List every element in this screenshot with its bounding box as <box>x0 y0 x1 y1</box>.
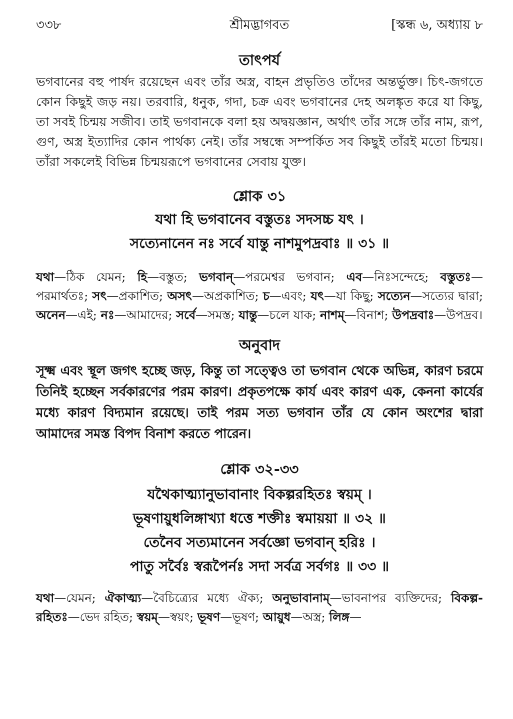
verse-line: তেনৈব সত্যমানেন সর্বজ্ঞো ভগবান্ হরিঃ । <box>143 535 376 551</box>
synonym-word: অসৎ <box>167 289 192 303</box>
synonym-meaning: —নিঃসন্দেহে; <box>362 270 441 284</box>
synonym-word: অনেন <box>36 308 66 322</box>
synonym-meaning: —বস্তুত; <box>147 270 200 284</box>
synonym-meaning: —ভূষণ; <box>220 610 263 624</box>
purport-line: ভগবানের বহু পার্ষদ রয়েছেন এবং তাঁর অস্ত্র, বাহন প্রভৃতিও তাঁদের অন্তর্ভুক্ত। <box>36 74 428 89</box>
sloka-32-33-heading: শ্লোক ৩২-৩৩ <box>220 461 299 478</box>
sloka-31-heading: শ্লোক ৩১ <box>232 188 287 205</box>
synonym-word: সর্বে <box>176 308 196 322</box>
synonym-word: অনুভাবানাম্ <box>272 591 330 605</box>
purport-line: দেহ অলঙ্কৃত করে যা কিছু, তা সবই চিন্ময় সজীব। তাই ভগবানকে বলা হয় <box>36 94 484 129</box>
synonym-word: সৎ <box>92 289 107 303</box>
page-header <box>36 14 483 38</box>
synonym-word: যান্তু <box>238 308 258 322</box>
translation-line: সূক্ষ্ম এবং স্থূল জগৎ হচ্ছে জড়, কিন্তু তা সত্ত্বেও তা ভগবান থেকে অভিন্ন, <box>36 364 425 379</box>
synonym-word: বিকল্প-রহিতঃ <box>36 591 483 624</box>
synonym-word: যথা <box>36 591 55 605</box>
verse-line: যথৈকাত্ম্যানুভাবানাং বিকল্পরহিতঃ স্বয়ম্ । <box>147 487 372 503</box>
synonym-word: যথা <box>36 270 55 284</box>
verse-line: পাতু সর্বৈঃ স্বরূপৈর্নঃ সদা সর্বত্র সর্বগঃ ॥ ৩৩ ॥ <box>129 559 390 575</box>
translation-text <box>36 361 483 445</box>
purport-line: চিৎ-জগতে কোন কিছুই জড় নয়। তরবারি, ধনুক, গদা, চক্র এবং ভগবানের <box>36 74 483 109</box>
synonym-meaning: —এই; <box>65 308 101 322</box>
translation-line: তাঁর যে কোন অংশের দ্বারা আমাদের সমস্ত বিপদ বিনাশ করতে পারেন। <box>36 406 483 442</box>
synonym-word: সত্যেন <box>377 289 411 303</box>
synonym-word: নাশম্ <box>319 308 345 322</box>
synonym-meaning: —স্বয়ং; <box>157 610 198 624</box>
synonym-meaning: —প্রকাশিত; <box>106 289 168 303</box>
purport-line: বিভিন্ন চিন্ময়রূপে ভগবানের সেবায় যুক্ত। <box>105 154 307 169</box>
synonym-word: উপদ্রবাঃ <box>392 308 435 322</box>
synonym-meaning: —যা কিছু; <box>323 289 378 303</box>
sloka-31-verse <box>36 208 483 256</box>
page-number: ৩৩৮ <box>36 18 62 33</box>
synonym-meaning: —আমাদের; <box>114 308 177 322</box>
synonym-word: লিঙ্গ <box>329 610 350 624</box>
synonym-word: ভগবান্ <box>199 270 234 284</box>
synonym-word: হি <box>137 270 148 284</box>
sloka-32-33-verse <box>36 483 483 579</box>
synonym-word: এব <box>346 270 363 284</box>
synonym-word: যৎ <box>310 289 324 303</box>
synonym-word: স্বয়ম্ <box>136 610 158 624</box>
synonym-meaning: —অস্ত্র; <box>290 610 330 624</box>
sloka-32-33-synonyms <box>36 589 483 627</box>
synonym-meaning: —বৈচিত্র্যের মধ্যে ঐক্য; <box>141 591 273 605</box>
book-title: শ্রীমদ্ভাগবত <box>229 18 290 33</box>
synonym-meaning: —এবং; <box>269 289 311 303</box>
synonym-meaning: —উপদ্রব। <box>434 308 483 322</box>
sloka-31-synonyms <box>36 268 483 325</box>
verse-line: সত্যেনানেন নঃ সর্বে যান্তু নাশমুপদ্রবাঃ ॥ ৩১ ॥ <box>129 236 390 252</box>
synonym-word: নঃ <box>100 308 115 322</box>
verse-line: ভূষণায়ুধলিঙ্গাখ্যা ধত্তে শক্তীঃ স্বমায়য়া ॥ ৩২ ॥ <box>133 511 386 527</box>
synonym-meaning: —চলে যাক; <box>257 308 320 322</box>
synonym-word: ভূষণ <box>197 610 221 624</box>
purport-text <box>36 72 483 172</box>
chapter-reference: [স্কন্ধ ৬, অধ্যায় ৮ <box>391 18 483 33</box>
purport-heading: তাৎপর্য <box>238 52 281 69</box>
translation-line: কারণ চরমে তিনিই হচ্ছেন সর্বকারণের পরম কারণ। প্রকৃতপক্ষে কার্য এবং <box>36 364 484 400</box>
synonym-meaning: —পরমার্থতঃ; <box>36 270 484 303</box>
translation-heading: অনুবাদ <box>238 337 281 354</box>
synonym-word: আয়ুধ <box>262 610 291 624</box>
translation-line: কারণ এক, কেননা কার্যের মধ্যে কারণ বিদ্যমান রয়েছে। তাই পরম সত্য ভগবান <box>36 385 483 421</box>
synonym-meaning: —পরমেশ্বর ভগবান; <box>233 270 347 284</box>
verse-line: যথা হি ভগবানেব বস্তুতঃ সদসচ্চ যৎ । <box>155 212 364 228</box>
purport-line: নেই। তাঁর সম্বন্ধে সম্পর্কিত সব কিছুই তাঁরই মতো চিন্ময়। তাঁরা সকলেই <box>36 134 483 169</box>
synonym-meaning: —অপ্রকাশিত; <box>191 289 263 303</box>
synonym-word: ঐকাত্ম্য <box>104 591 142 605</box>
synonym-meaning: —সমস্ত; <box>195 308 239 322</box>
synonym-meaning: —ভেদ রহিত; <box>67 610 137 624</box>
synonym-word: বস্তুতঃ <box>440 270 472 284</box>
synonym-meaning: —বিনাশ; <box>344 308 393 322</box>
synonym-meaning: —যেমন; <box>54 591 105 605</box>
synonym-meaning: —ভাবনাপর ব্যক্তিদের; <box>329 591 451 605</box>
synonym-meaning: —সত্যের দ্বারা; <box>410 289 483 303</box>
synonym-meaning: —ঠিক যেমন; <box>54 270 138 284</box>
synonym-word: চ <box>262 289 270 303</box>
synonym-meaning: — <box>349 610 362 624</box>
purport-line: অদ্বয়জ্ঞান, অর্থাৎ তাঁর সঙ্গে তাঁর নাম, রূপ, গুণ, অস্ত্র ইত্যাদির কোন পার্থক্য <box>36 114 483 149</box>
